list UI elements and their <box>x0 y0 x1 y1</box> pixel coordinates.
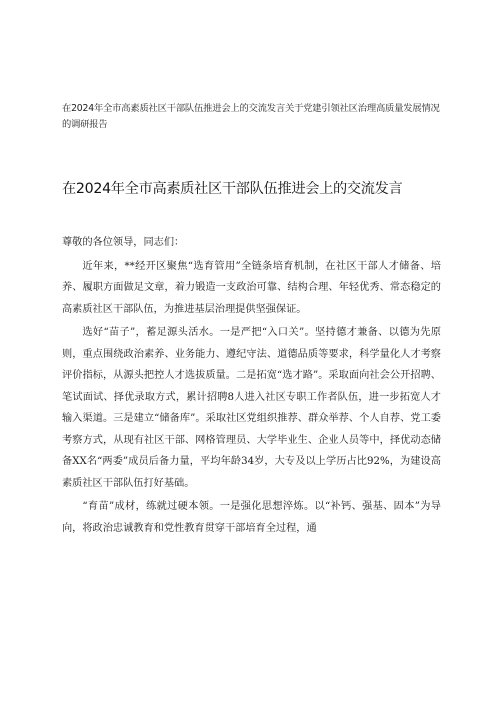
document-title: 在2024年全市高素质社区干部队伍推进会上的交流发言 <box>62 181 403 197</box>
salutation: 尊敬的各位领导，同志们： <box>62 237 185 248</box>
document-header: 在2024年全市高素质社区干部队伍推进会上的交流发言关于党建引领社区治理高质量发展情况的调研报告 <box>62 103 440 130</box>
document-body <box>62 232 441 541</box>
body-paragraph: 选好“苗子”，蓄足源头活水。一是严把“入口关”。坚持德才兼备、以德为先原则，重点围绕政治素养、业务能力、遵纪守法、道德品质等要求，科学量化人才考察评价指标，从源头把控人才选拔质量。二是拓宽“选才路”。采取面向社会公开招聘、笔试面试、择优录取方式，累计招聘8人进入社区专职工作者队伍，进一步拓宽人才输入渠道。三是建立“储备库”。采取社区党组织推荐、群众举荐、个人自荐、党工委考察方式，从现有社区干部、网格管理员、大学毕业生、企业人员等中，择优动态储备XX名“两委”成员后备力量，平均年龄34岁，大专及以上学历占比92%，为建设高素质社区干部队伍打好基础。 <box>62 327 441 489</box>
body-paragraph: 近年来，**经开区聚焦“选育管用”全链条培育机制，在社区干部人才储备、培养、履职方面做足文章，着力锻造一支政治可靠、结构合理、年轻优秀、常态稳定的高素质社区干部队伍，为推进基层治理提供坚强保证。 <box>62 260 441 315</box>
body-paragraph: “育苗”成材，练就过硬本领。一是强化思想淬炼。以“补钙、强基、固本”为导向，将政治忠诚教育和党性教育贯穿干部培育全过程，通 <box>62 501 441 534</box>
